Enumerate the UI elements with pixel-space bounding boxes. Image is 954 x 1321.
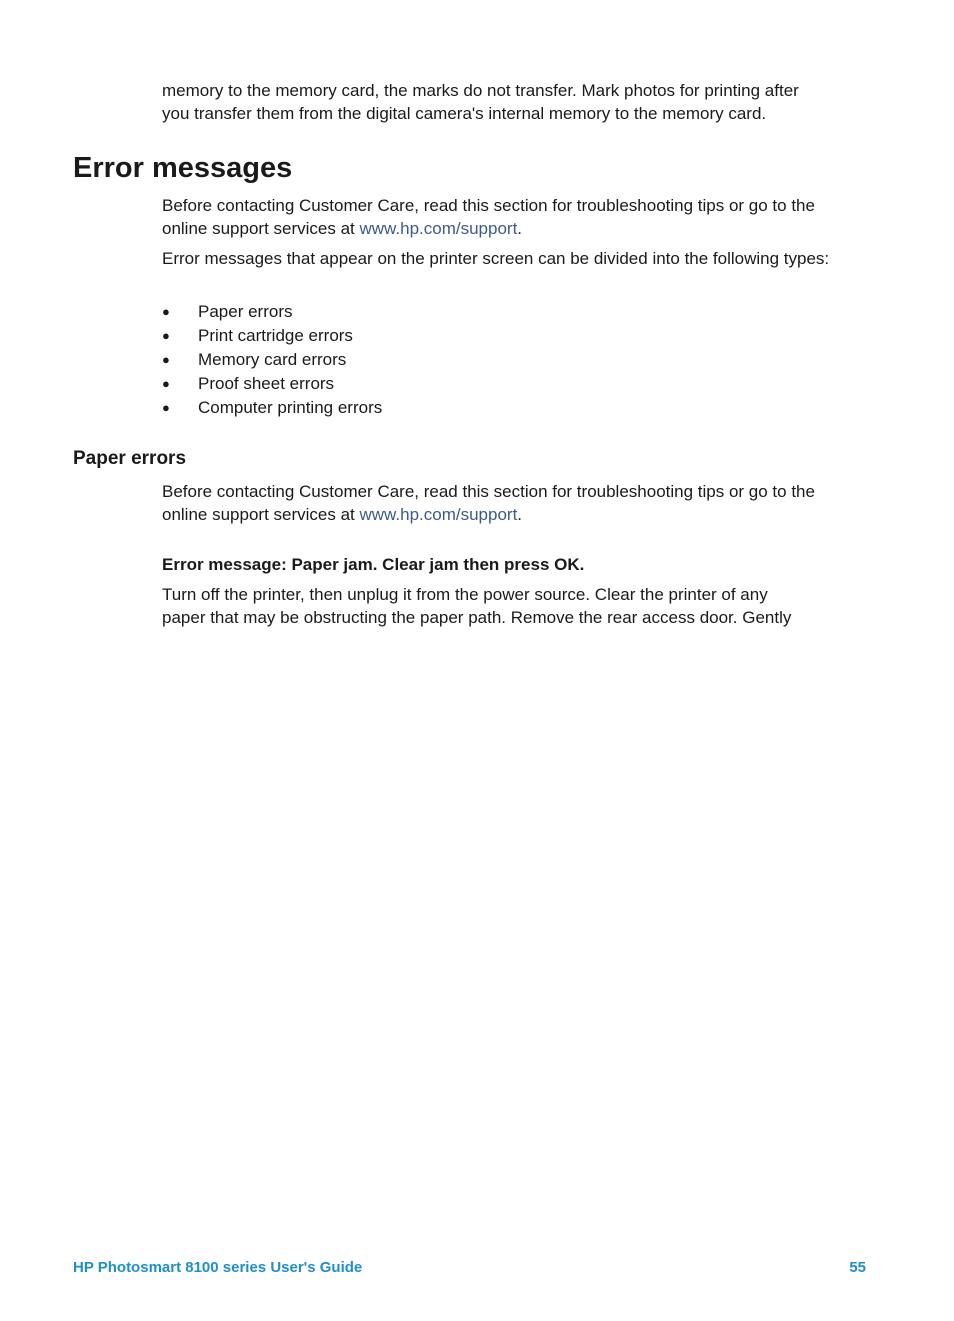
error-messages-intro-text: Before contacting Customer Care, read this section for troubleshooting tips or go to the online support services at	[162, 196, 815, 238]
error-messages-intro	[162, 194, 862, 240]
list-item	[162, 396, 382, 420]
paper-jam-line-1: Turn off the printer, then unplug it from the power source. Clear the printer of any	[162, 585, 768, 604]
bullet-icon: ●	[162, 328, 170, 343]
paper-jam-error-heading: Error message: Paper jam. Clear jam then press OK.	[162, 555, 585, 574]
paper-errors-intro-end: .	[517, 505, 523, 524]
list-item-label: Paper errors	[198, 302, 293, 321]
list-item	[162, 348, 382, 372]
support-link[interactable]: www.hp.com/support	[359, 505, 518, 524]
paper-errors-heading: Paper errors	[73, 448, 187, 469]
bullet-icon: ●	[162, 400, 170, 415]
intro-line-2: you transfer them from the digital camera's internal memory to the memory card.	[162, 104, 767, 123]
paper-errors-intro	[162, 480, 862, 526]
error-types-list	[162, 300, 382, 420]
list-item	[162, 372, 382, 396]
list-item	[162, 324, 382, 348]
page-title: Error messages	[73, 152, 293, 184]
intro-paragraph	[162, 79, 862, 125]
bullet-icon: ●	[162, 376, 170, 391]
intro-line-1: memory to the memory card, the marks do not transfer. Mark photos for printing after	[162, 81, 799, 100]
paper-jam-line-2: paper that may be obstructing the paper path. Remove the rear access door. Gently	[162, 608, 792, 627]
support-link[interactable]: www.hp.com/support	[359, 219, 518, 238]
list-item	[162, 300, 382, 324]
paper-jam-instructions	[162, 583, 862, 629]
list-item-label: Memory card errors	[198, 350, 347, 369]
list-item-label: Computer printing errors	[198, 398, 383, 417]
bullet-icon: ●	[162, 352, 170, 367]
footer-page-number: 55	[849, 1259, 866, 1276]
error-messages-intro-end: .	[517, 219, 523, 238]
bullet-icon: ●	[162, 304, 170, 319]
list-item-label: Print cartridge errors	[198, 326, 353, 345]
footer-guide-title: HP Photosmart 8100 series User's Guide	[73, 1259, 363, 1276]
paper-errors-intro-text: Before contacting Customer Care, read this section for troubleshooting tips or go to the online support services at	[162, 482, 815, 524]
list-item-label: Proof sheet errors	[198, 374, 335, 393]
error-types-intro: Error messages that appear on the printer screen can be divided into the following types:	[162, 249, 830, 268]
